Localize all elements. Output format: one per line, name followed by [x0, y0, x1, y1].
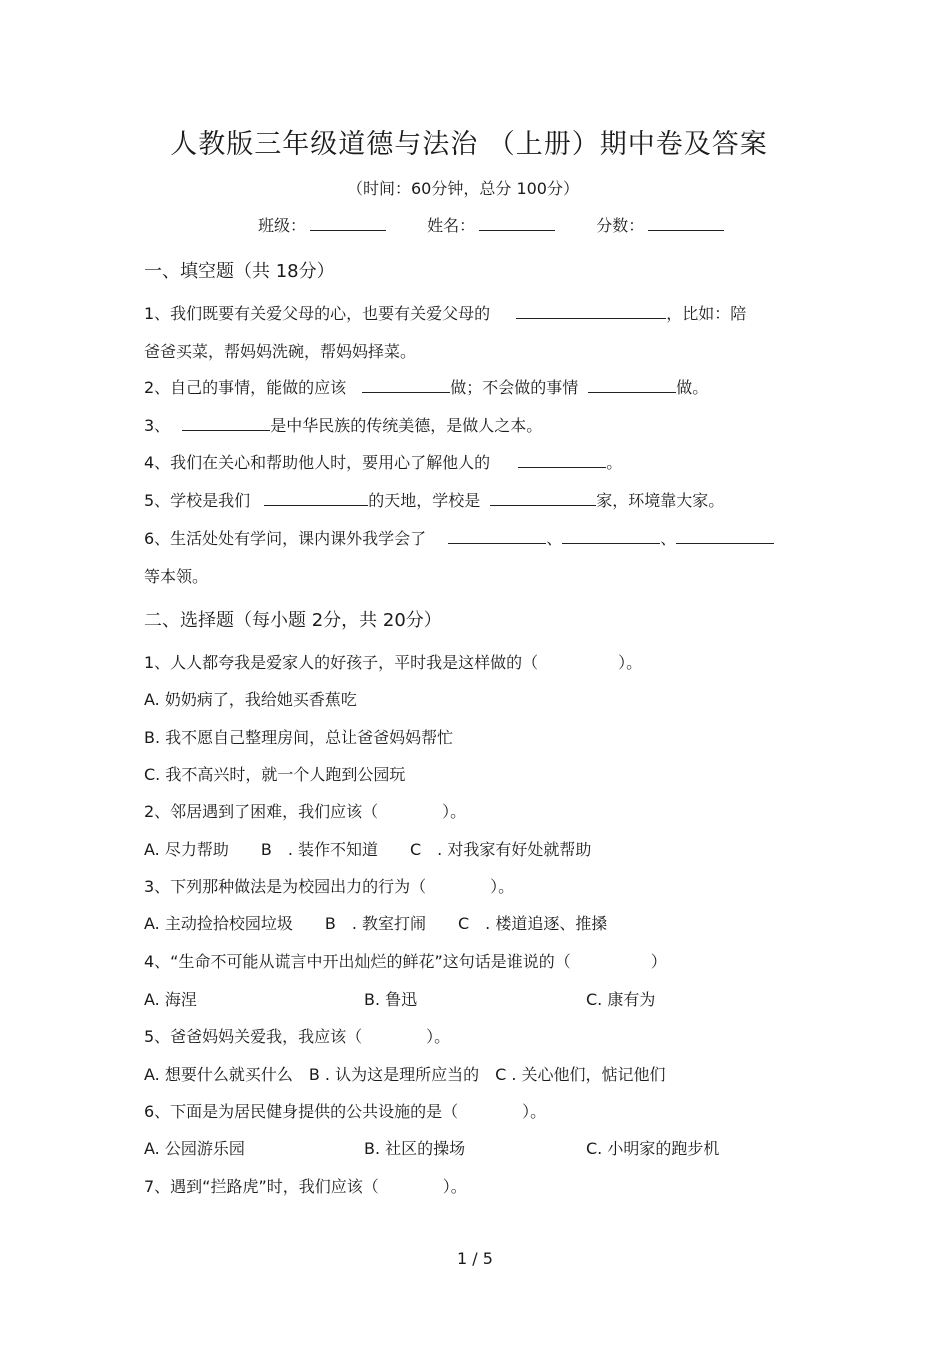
question-text: ，比如：陪: [666, 304, 747, 323]
choice-6-options: [144, 1136, 804, 1158]
choice-question-4: 4、“生命不可能从谎言中开出灿烂的鲜花”这句话是谁说的（ ）: [144, 952, 667, 971]
question-text: 做。: [676, 378, 709, 397]
exam-time-info: （时间：60分钟，总分 100分）: [347, 179, 579, 198]
class-label: 班级：: [258, 216, 307, 235]
choice-question-6: 6、下面是为居民健身提供的公共设施的是（ ）。: [144, 1102, 547, 1121]
fill-question-3: [144, 413, 542, 436]
answer-blank: [362, 375, 450, 393]
page-number: 1 / 5: [457, 1249, 493, 1268]
option-a: A. 公园游乐园: [144, 1139, 245, 1158]
question-text: 6、生活处处有学问，课内课外我学会了: [144, 529, 427, 548]
fill-question-1: [144, 301, 746, 324]
question-text: 家，环境靠大家。: [596, 491, 725, 510]
choice-2-options: A. 尽力帮助 B . 装作不知道 C . 对我家有好处就帮助: [144, 840, 592, 859]
question-text: 3、: [144, 416, 171, 435]
question-text: 5、学校是我们: [144, 491, 251, 510]
separator: 、: [546, 529, 563, 548]
option-a: A. 海涅: [144, 990, 197, 1009]
choice-question-5: 5、爸爸妈妈关爱我，我应该（ ）。: [144, 1027, 451, 1046]
fill-question-2: [144, 375, 708, 398]
answer-blank: [448, 526, 546, 544]
score-blank: [648, 213, 724, 231]
answer-blank: [518, 450, 606, 468]
option-b: B. 鲁迅: [364, 990, 418, 1009]
fill-question-4: [144, 450, 622, 473]
question-text: 4、我们在关心和帮助他人时，要用心了解他人的: [144, 453, 491, 472]
choice-question-2: 2、邻居遇到了困难，我们应该（ ）。: [144, 802, 467, 821]
name-blank: [479, 213, 555, 231]
section-fill-in-heading: 一、填空题（共 18分）: [144, 261, 335, 282]
choice-4-options: [144, 987, 804, 1009]
choice-1-option-b: B. 我不愿自己整理房间，总让爸爸妈妈帮忙: [144, 728, 454, 747]
fill-question-1-cont: 爸爸买菜，帮妈妈洗碗，帮妈妈择菜。: [144, 342, 417, 361]
question-text: 2、自己的事情，能做的应该: [144, 378, 347, 397]
option-c: C. 小明家的跑步机: [586, 1139, 720, 1158]
fill-question-6-cont: 等本领。: [144, 567, 209, 586]
choice-1-option-c: C. 我不高兴时，就一个人跑到公园玩: [144, 765, 406, 784]
option-b: B. 社区的操场: [364, 1139, 466, 1158]
question-text: 1、我们既要有关爱父母的心，也要有关爱父母的: [144, 304, 491, 323]
choice-1-option-a: A. 奶奶病了，我给她买香蕉吃: [144, 690, 357, 709]
option-c: C. 康有为: [586, 990, 656, 1009]
answer-blank: [588, 375, 676, 393]
question-text: 是中华民族的传统美德，是做人之本。: [270, 416, 543, 435]
choice-3-options: A. 主动捡拾校园垃圾 B . 教室打闹 C . 楼道追逐、推搡: [144, 914, 608, 933]
answer-blank: [490, 488, 596, 506]
choice-question-7: 7、遇到“拦路虎”时，我们应该（ ）。: [144, 1177, 467, 1196]
question-text: 。: [606, 453, 623, 472]
score-label: 分数：: [596, 216, 645, 235]
choice-question-1: 1、人人都夸我是爱家人的好孩子，平时我是这样做的（ ）。: [144, 653, 643, 672]
answer-blank: [562, 526, 660, 544]
name-label: 姓名：: [427, 216, 476, 235]
answer-blank: [182, 413, 270, 431]
fill-question-6: [144, 526, 774, 549]
question-text: 的天地，学校是: [368, 491, 481, 510]
class-blank: [310, 213, 386, 231]
choice-5-options: A. 想要什么就买什么 B . 认为这是理所应当的 C . 关心他们，惦记他们: [144, 1065, 666, 1084]
separator: 、: [660, 529, 677, 548]
student-info-fields: [258, 213, 724, 236]
choice-question-3: 3、下列那种做法是为校园出力的行为（ ）。: [144, 877, 515, 896]
fill-question-5: [144, 488, 724, 511]
answer-blank: [676, 526, 774, 544]
question-text: 做；不会做的事情: [450, 378, 579, 397]
page-title: 人教版三年级道德与法治 （上册）期中卷及答案: [170, 129, 768, 160]
answer-blank: [264, 488, 368, 506]
section-choice-heading: 二、选择题（每小题 2分，共 20分）: [144, 610, 442, 631]
answer-blank: [516, 301, 666, 319]
